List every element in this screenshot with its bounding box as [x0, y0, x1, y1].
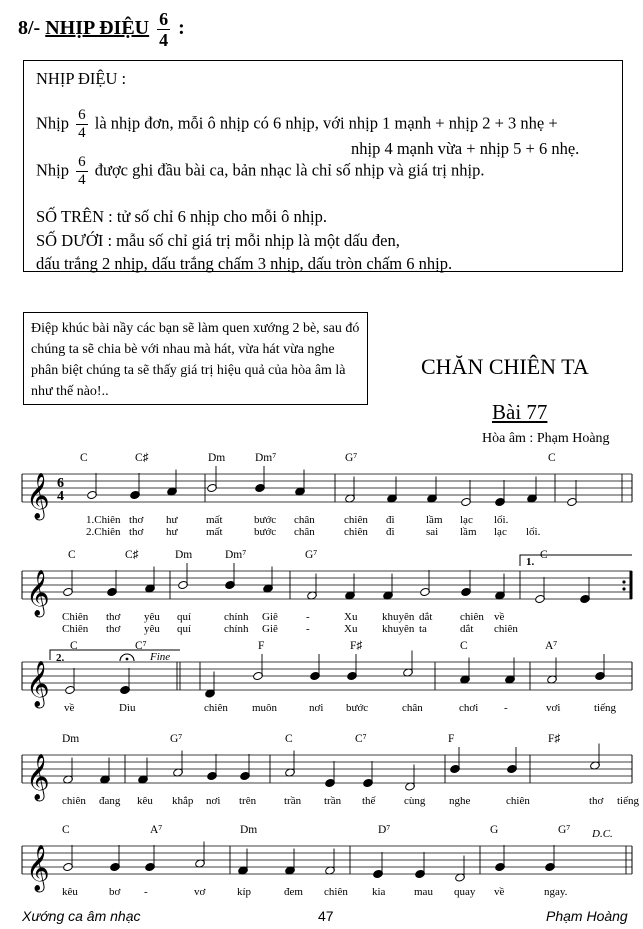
- lyric-verse-2: sai: [426, 526, 439, 538]
- chord-symbol: D⁷: [378, 824, 391, 836]
- treble-clef-icon: 𝄞: [26, 473, 50, 519]
- chord-symbol: Dm⁷: [225, 549, 247, 561]
- lyric-verse-1: tiếng: [617, 795, 639, 807]
- lyric-verse-1: Giê: [262, 611, 278, 623]
- chord-symbol: C♯: [125, 549, 139, 561]
- lyric-verse-1: chiên: [460, 611, 484, 623]
- line3-start: Nhịp: [36, 160, 69, 180]
- lyric-verse-1: lối.: [494, 514, 509, 526]
- box-line-5: SỐ DƯỚI : mẫu số chỉ giá trị mỗi nhịp là một dấu đen,: [36, 231, 400, 250]
- lyric-verse-1: nghe: [449, 795, 471, 807]
- lyric-verse-1: -: [306, 611, 310, 623]
- lyric-verse-1: thơ: [589, 795, 604, 807]
- line1-start: Nhịp: [36, 113, 69, 133]
- chord-symbol: C: [460, 640, 468, 652]
- frac-num: 6: [78, 154, 86, 170]
- lyric-verse-1: tiếng: [594, 702, 616, 714]
- lyric-verse-1: chính: [224, 611, 249, 623]
- chord-symbol: C: [70, 640, 78, 652]
- lyric-verse-1: chiên: [344, 514, 368, 526]
- box-line-6: dấu trắng 2 nhịp, dấu trắng chấm 3 nhịp, dấu tròn chấm 6 nhịp.: [36, 254, 453, 273]
- lyric-verse-1: nơi: [206, 795, 221, 807]
- lyric-verse-1: khuyên: [382, 611, 415, 623]
- line3-end: được ghi đầu bài ca, bản nhạc là chỉ số nhịp và giá trị nhịp.: [94, 160, 485, 180]
- lyric-verse-2: chiên: [494, 623, 518, 635]
- lyric-verse-1: chơi: [459, 702, 479, 714]
- lyric-verse-2: quí: [177, 623, 192, 635]
- chord-symbol: F♯: [350, 640, 363, 652]
- lyric-verse-1: kíp: [237, 886, 252, 898]
- box-line-2: nhịp 4 mạnh vừa + nhịp 5 + 6 nhẹ.: [351, 139, 580, 158]
- lyric-verse-1: lạc: [460, 514, 473, 526]
- lyric-verse-2: chân: [294, 526, 315, 538]
- chord-symbol: A⁷: [150, 824, 163, 836]
- chord-symbol: C♯: [135, 452, 149, 464]
- treble-clef-icon: 𝄞: [26, 661, 50, 707]
- lyric-verse-1: chiên: [62, 795, 86, 807]
- frac-den: 4: [78, 172, 86, 188]
- repeat-dot: [622, 587, 625, 590]
- lyric-verse-1: vơi: [546, 702, 561, 714]
- lyric-verse-1: trần: [324, 795, 342, 807]
- heading-colon: :: [178, 17, 185, 40]
- box-heading: NHỊP ĐIỆU :: [36, 69, 127, 88]
- lyric-verse-2: ta: [419, 623, 427, 635]
- lyric-verse-2: chiên: [344, 526, 368, 538]
- lyric-verse-1: 1.Chiên: [86, 514, 121, 526]
- chord-symbol: G⁷: [305, 549, 318, 561]
- footer-left: Xướng ca âm nhạc: [22, 908, 141, 924]
- frac-den: 4: [78, 125, 86, 141]
- lyric-verse-2: thơ: [129, 526, 144, 538]
- chord-symbol: C: [62, 824, 70, 836]
- lyric-verse-1: kia: [372, 886, 386, 898]
- fine-marker: Fine: [150, 651, 171, 663]
- lyric-verse-2: lầm: [460, 526, 477, 538]
- lyric-verse-2: Giê: [262, 623, 278, 635]
- lyric-verse-2: Xu: [344, 623, 358, 635]
- box-line-4: SỐ TRÊN : tử số chỉ 6 nhịp cho mỗi ô nhịp.: [36, 207, 327, 226]
- lyric-verse-2: hư: [166, 526, 178, 538]
- treble-clef-icon: 𝄞: [26, 845, 50, 891]
- lyric-verse-2: Chiên: [62, 623, 89, 635]
- ending-1-bracket: [520, 555, 632, 566]
- lyric-verse-1: mất: [206, 514, 223, 526]
- lyric-verse-1: bước: [254, 514, 277, 526]
- chord-symbol: Dm⁷: [255, 452, 277, 464]
- chord-symbol: C⁷: [355, 733, 367, 745]
- lyric-verse-1: chân: [294, 514, 315, 526]
- time-numerator: 6: [159, 9, 169, 29]
- lyric-verse-1: chiên: [324, 886, 348, 898]
- chord-symbol: F♯: [548, 733, 561, 745]
- chord-symbol: Dm: [240, 824, 258, 836]
- lyric-verse-2: lối.: [526, 526, 541, 538]
- line1-end: là nhịp đơn, mỗi ô nhịp có 6 nhịp, với nhịp 1 mạnh + nhịp 2 + 3 nhẹ +: [94, 113, 558, 133]
- arranger: Hòa âm : Phạm Hoàng: [482, 431, 610, 446]
- footer-right: Phạm Hoàng: [546, 908, 628, 924]
- lyric-verse-1: lầm: [426, 514, 443, 526]
- lyric-verse-2: lạc: [494, 526, 507, 538]
- chord-symbol: C: [548, 452, 556, 464]
- lyric-verse-1: kêu: [62, 886, 78, 898]
- chord-symbol: F: [258, 640, 265, 652]
- lyric-verse-1: muôn: [252, 702, 278, 714]
- fermata-dot: [126, 658, 129, 661]
- chorus-note-box: Điệp khúc bài nầy các bạn sẽ làm quen xướng 2 bè, sau đó chúng ta sẽ chia bè với nhau mà hát, vừa hát vừa nghe phân biệt chúng ta sẽ thấy giá trị hiệu quả của hòa âm là như thế nào!..: [23, 312, 368, 405]
- lyric-verse-1: về: [494, 886, 505, 898]
- lyric-verse-1: về: [494, 611, 505, 623]
- chord-symbol: G⁷: [345, 452, 358, 464]
- chord-symbol: Dm: [62, 733, 80, 745]
- lyric-verse-1: mau: [414, 886, 433, 898]
- lyric-verse-1: về: [64, 702, 75, 714]
- chord-symbol: C: [68, 549, 76, 561]
- dc-marker: D.C.: [592, 828, 613, 840]
- lyric-verse-1: thơ: [129, 514, 144, 526]
- lyric-verse-2: mất: [206, 526, 223, 538]
- chord-symbol: C: [540, 549, 548, 561]
- lyric-verse-1: cùng: [404, 795, 426, 807]
- chord-symbol: G⁷: [170, 733, 183, 745]
- lyric-verse-1: vơ: [194, 886, 206, 898]
- lyric-verse-1: -: [504, 702, 508, 714]
- chord-symbol: G: [490, 824, 499, 836]
- chord-symbol: C⁷: [135, 640, 147, 652]
- ending-2-label: 2.: [56, 652, 65, 664]
- time-denominator: 4: [159, 30, 169, 50]
- lyric-verse-1: quí: [177, 611, 192, 623]
- section-number: 8/-: [18, 17, 46, 40]
- lyric-verse-1: chiên: [204, 702, 228, 714]
- frac-num: 6: [78, 107, 86, 123]
- lyric-verse-2: thơ: [106, 623, 121, 635]
- lyric-verse-1: hư: [166, 514, 178, 526]
- lyric-verse-2: đi: [386, 526, 395, 538]
- lyric-verse-1: quay: [454, 886, 476, 898]
- time-signature-top: 6: [57, 476, 64, 491]
- lyric-verse-1: trên: [239, 795, 257, 807]
- song-number: Bài 77: [492, 400, 548, 424]
- repeat-dot: [622, 580, 625, 583]
- section-title: NHỊP ĐIỆU: [45, 17, 150, 40]
- lyric-verse-1: ngay.: [544, 886, 568, 898]
- lyric-verse-1: Dìu: [119, 702, 136, 714]
- lyric-verse-1: đang: [99, 795, 121, 807]
- lyric-verse-2: -: [306, 623, 310, 635]
- lyric-verse-1: đem: [284, 886, 303, 898]
- lyric-verse-1: bơ: [109, 886, 121, 898]
- lyric-verse-1: chiên: [506, 795, 530, 807]
- treble-clef-icon: 𝄞: [26, 570, 50, 616]
- lyric-verse-1: -: [144, 886, 148, 898]
- song-title: CHĂN CHIÊN TA: [421, 354, 589, 379]
- page-number: 47: [318, 908, 334, 924]
- ending-1-label: 1.: [526, 556, 535, 568]
- chord-symbol: C: [80, 452, 88, 464]
- lyric-verse-2: bước: [254, 526, 277, 538]
- lyric-verse-1: nơi: [309, 702, 324, 714]
- time-signature-bottom: 4: [57, 489, 64, 504]
- lyric-verse-1: đi: [386, 514, 395, 526]
- chord-symbol: C: [285, 733, 293, 745]
- chord-symbol: Dm: [208, 452, 226, 464]
- lyric-verse-2: dắt: [460, 623, 474, 635]
- lyric-verse-2: yêu: [144, 623, 160, 635]
- lyric-verse-1: kêu: [137, 795, 153, 807]
- lyric-verse-1: Xu: [344, 611, 358, 623]
- lyric-verse-1: bước: [346, 702, 369, 714]
- treble-clef-icon: 𝄞: [26, 754, 50, 800]
- chord-symbol: A⁷: [545, 640, 558, 652]
- chord-symbol: Dm: [175, 549, 193, 561]
- lyric-verse-1: chân: [402, 702, 423, 714]
- lyric-verse-1: thơ: [106, 611, 121, 623]
- lyric-verse-1: trần: [284, 795, 302, 807]
- lyric-verse-1: dắt: [419, 611, 433, 623]
- lyric-verse-2: chính: [224, 623, 249, 635]
- lyric-verse-1: thế: [362, 795, 376, 807]
- lyric-verse-1: Chiên: [62, 611, 89, 623]
- chord-symbol: F: [448, 733, 455, 745]
- lyric-verse-2: khuyên: [382, 623, 415, 635]
- lyric-verse-1: yêu: [144, 611, 160, 623]
- lyric-verse-1: khắp: [172, 795, 194, 807]
- chord-symbol: G⁷: [558, 824, 571, 836]
- lyric-verse-2: 2.Chiên: [86, 526, 121, 538]
